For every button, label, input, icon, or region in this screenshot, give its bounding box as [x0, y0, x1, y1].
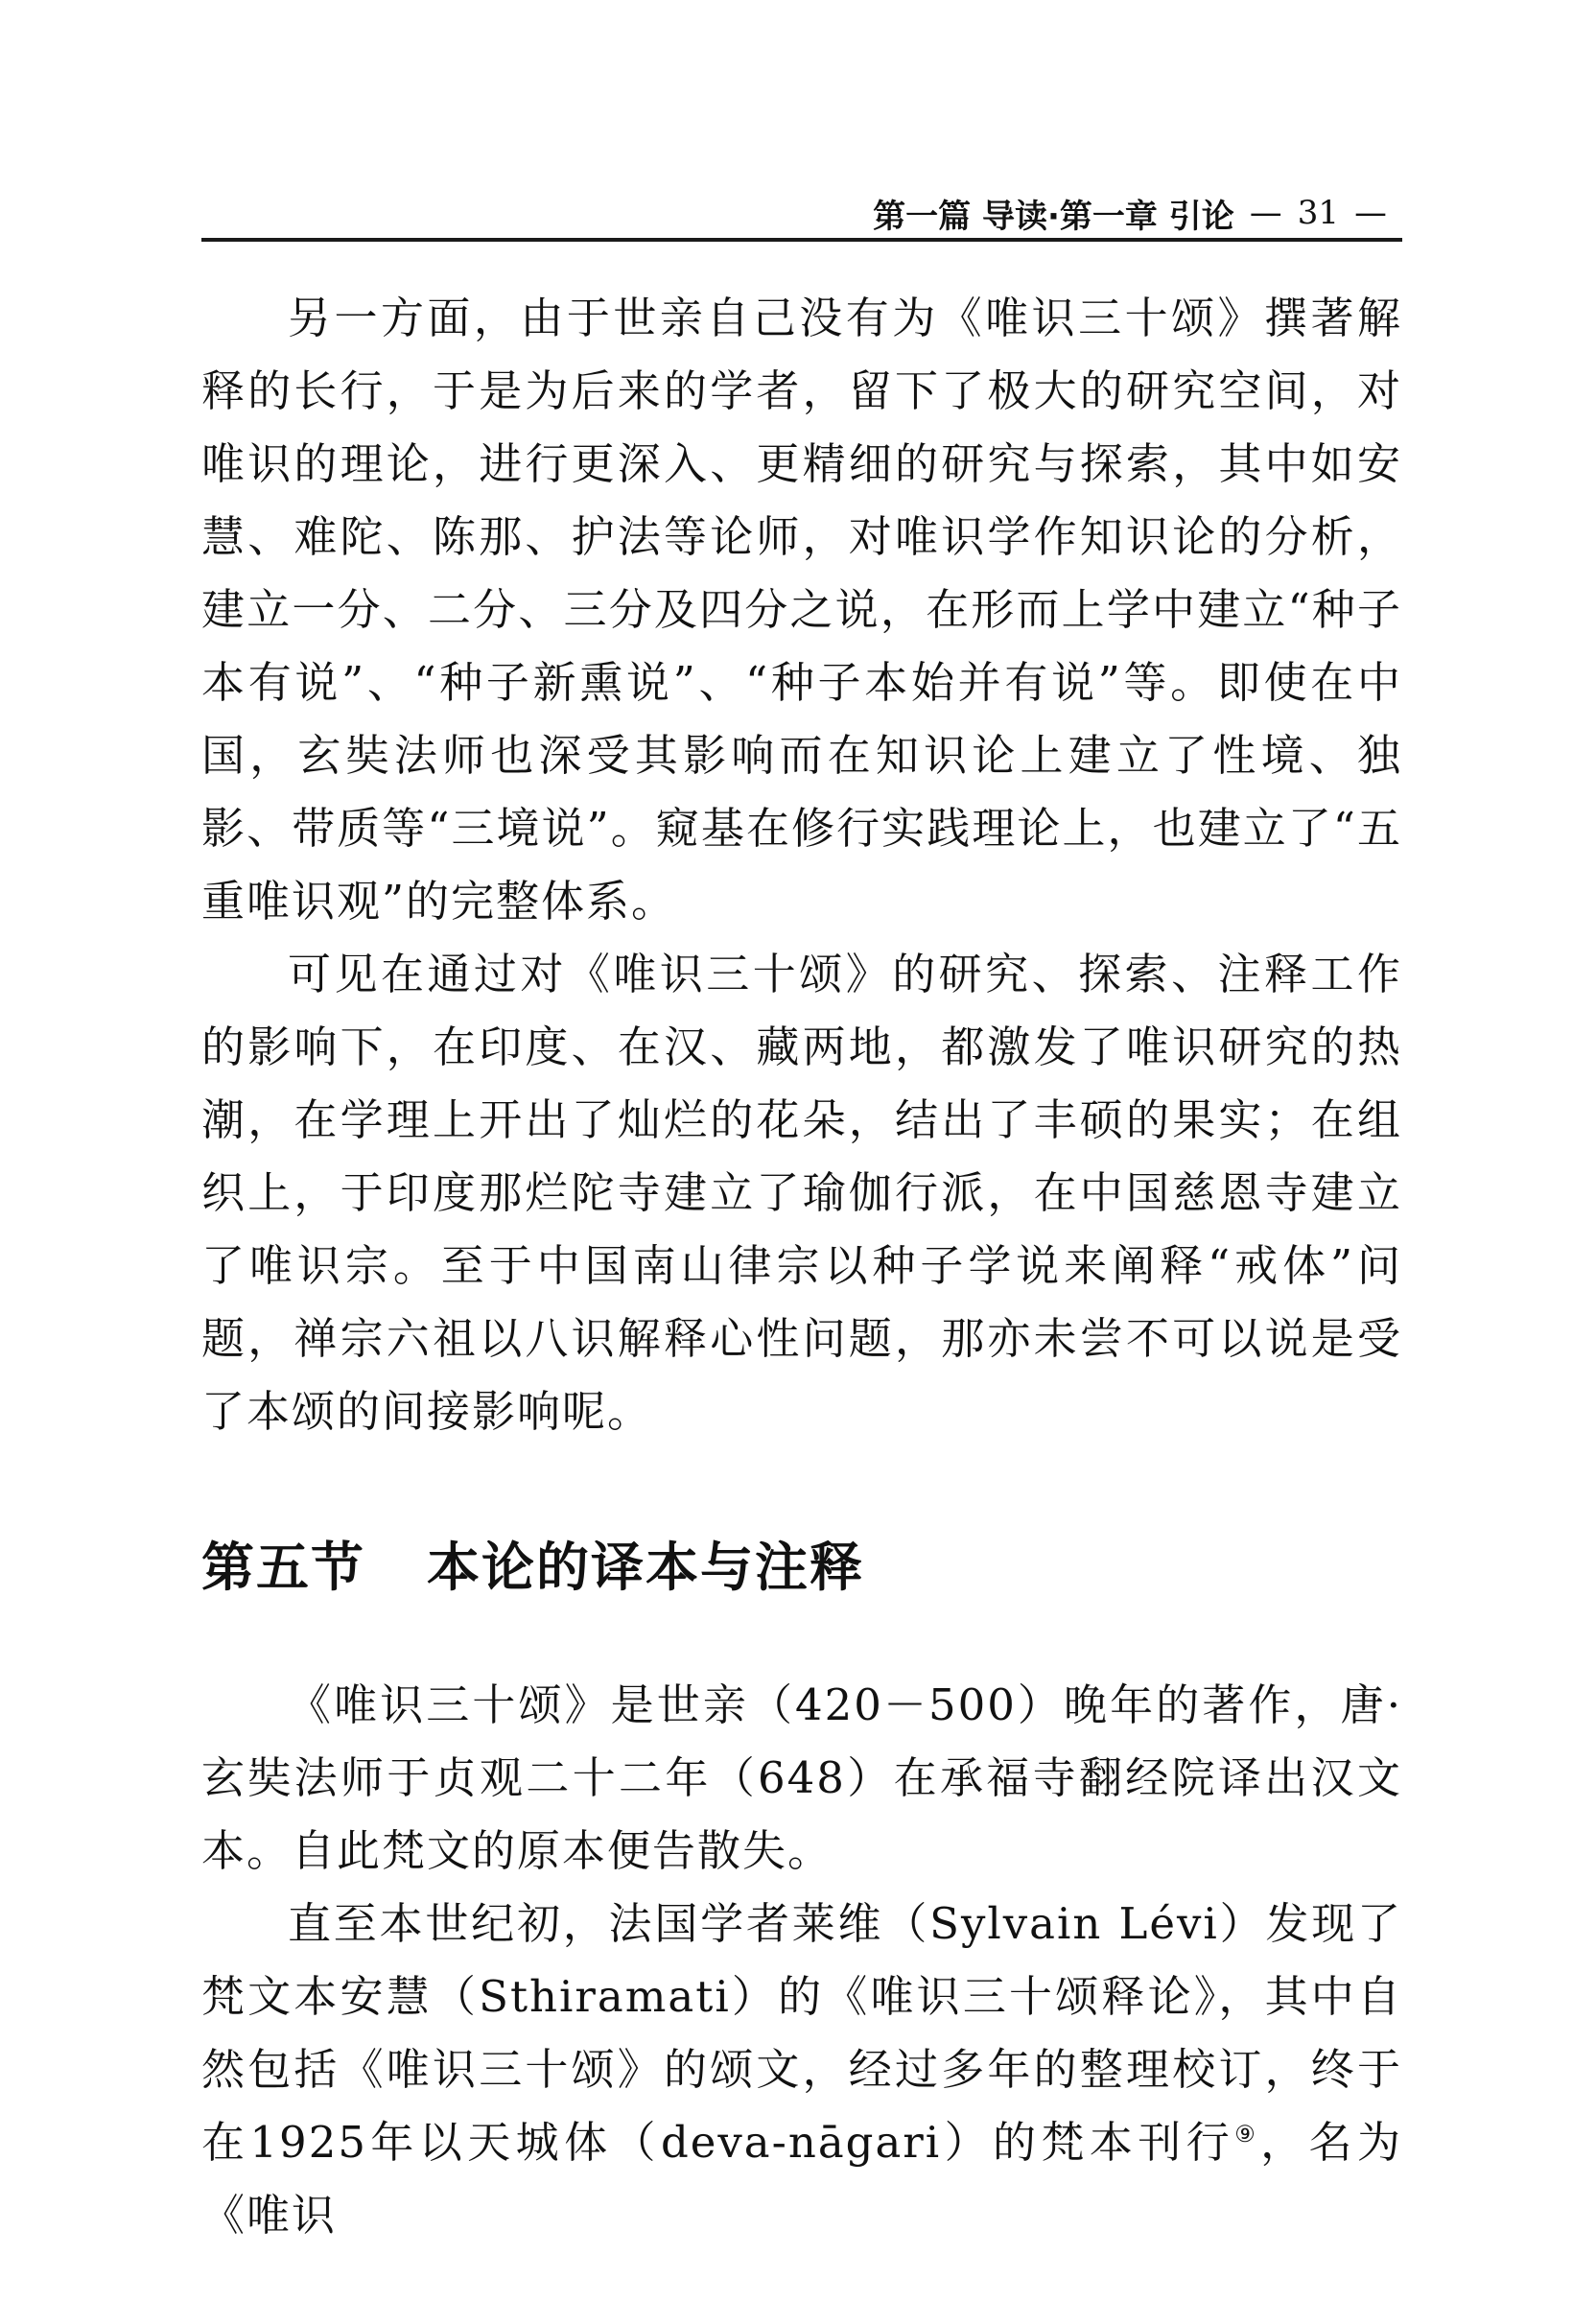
- header-dash-right: —: [1354, 194, 1387, 232]
- header-section-label: 第一篇 导读·第一章 引论: [873, 197, 1234, 236]
- section-number: 第五节: [201, 1537, 366, 1598]
- paragraph: 另一方面，由于世亲自己没有为《唯识三十颂》撰著解释的长行，于是为后来的学者，留下了极大的研究空间，对唯识的理论，进行更深入、更精细的研究与探索，其中如安慧、难陀、陈那、护法等论师，对唯识学作知识论的分析，建立一分、二分、三分及四分之说，在形而上学中建立“种子本有说”、“种子新熏说”、“种子本始并有说”等。即使在中国，玄奘法师也深受其影响而在知识论上建立了性境、独影、带质等“三境说”。窥基在修行实践理论上，也建立了“五重唯识观”的完整体系。: [201, 293, 1402, 927]
- body-text-bottom: [201, 1669, 1402, 2252]
- section-title: 本论的译本与注释: [427, 1537, 865, 1598]
- body-text-top: [201, 282, 1402, 1448]
- paragraph-tail: ，名为《唯识: [201, 2117, 1402, 2241]
- paragraph: 《唯识三十颂》是世亲（420－500）晚年的著作，唐·玄奘法师于贞观二十二年（648）在承福寺翻经院译出汉文本。自此梵文的原本便告散失。: [201, 1679, 1402, 1876]
- header-dash-left: —: [1249, 194, 1282, 232]
- running-header: [201, 188, 1402, 242]
- footnote-marker[interactable]: ⑨: [1234, 2121, 1261, 2148]
- section-heading: [201, 1525, 864, 1601]
- paragraph: [201, 1888, 1402, 2252]
- paragraph-text: 直至本世纪初，法国学者莱维（Sylvain Lévi）发现了梵文本安慧（Sthiramati）的《唯识三十颂释论》，其中自然包括《唯识三十颂》的颂文，经过多年的整理校订，终于在1925年以天城体（deva-nāgari）的梵本刊行: [201, 1898, 1402, 2168]
- paragraph: 可见在通过对《唯识三十颂》的研究、探索、注释工作的影响下，在印度、在汉、藏两地，都激发了唯识研究的热潮，在学理上开出了灿烂的花朵，结出了丰硕的果实；在组织上，于印度那烂陀寺建立了瑜伽行派，在中国慈恩寺建立了唯识宗。至于中国南山律宗以种子学说来阐释“戒体”问题，禅宗六祖以八识解释心性问题，那亦未尝不可以说是受了本颂的间接影响呢。: [201, 949, 1402, 1437]
- page-number: 31: [1297, 194, 1339, 232]
